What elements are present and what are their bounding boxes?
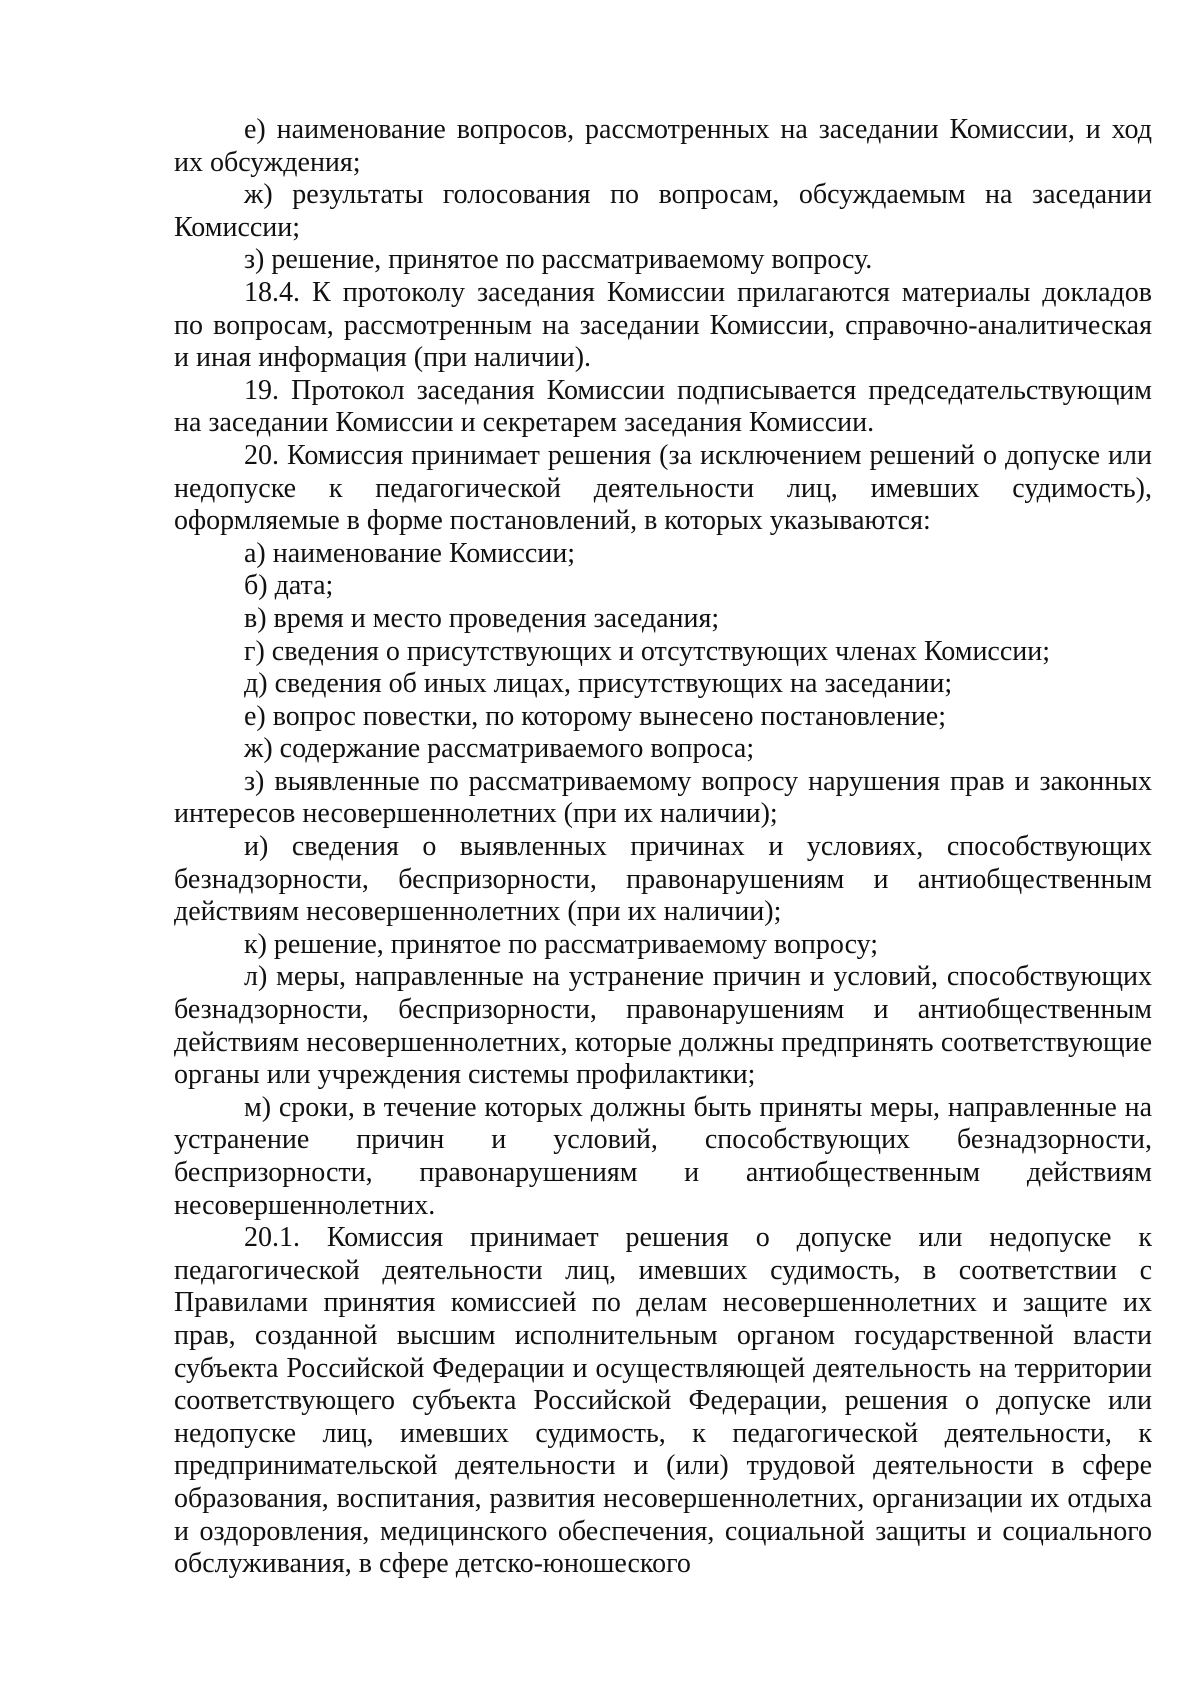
- paragraph-item-m: м) сроки, в течение которых должны быть приняты меры, направленные на устранение причин и условий, способствующих безнадзорности, беспризорности, правонарушениям и антиобщественным действиям несовершеннолетних.: [174, 1091, 1152, 1221]
- paragraph-item-b: б) дата;: [244, 570, 334, 602]
- paragraph-19: 19. Протокол заседания Комиссии подписывается председательствующим на заседании Комиссии и секретарем заседания Комиссии.: [174, 374, 1152, 439]
- paragraph-item-e-questions: е) наименование вопросов, рассмотренных на заседании Комиссии, и ход их обсуждения;: [174, 114, 1152, 178]
- paragraph-item-z: з) выявленные по рассматриваемому вопросу нарушения прав и законных интересов несовершеннолетних (при их наличии);: [174, 765, 1152, 830]
- document-body: [174, 114, 1152, 1581]
- paragraph-item-d: д) сведения об иных лицах, присутствующих на заседании;: [244, 668, 953, 700]
- paragraph-18-4: 18.4. К протоколу заседания Комиссии прилагаются материалы докладов по вопросам, рассмотренным на заседании Комиссии, справочно-аналитическая и иная информация (при наличии).: [174, 276, 1152, 374]
- paragraph-item-e: е) вопрос повестки, по которому вынесено постановление;: [244, 700, 947, 732]
- paragraph-item-zh: ж) содержание рассматриваемого вопроса;: [244, 733, 755, 765]
- paragraph-item-i: и) сведения о выявленных причинах и условиях, способствующих безнадзорности, беспризорности, правонарушениям и антиобщественным действиям несовершеннолетних (при их наличии);: [174, 831, 1152, 928]
- paragraph-item-k: к) решение, принятое по рассматриваемому вопросу;: [244, 928, 879, 960]
- paragraph-item-l: л) меры, направленные на устранение причин и условий, способствующих безнадзорности, беспризорности, правонарушениям и антиобщественным действиям несовершеннолетних, которые должны предпринять соответствующие органы или учреждения системы профилактики;: [174, 961, 1152, 1091]
- paragraph-20: 20. Комиссия принимает решения (за исключением решений о допуске или недопуске к педагогической деятельности лиц, имевших судимость), оформляемые в форме постановлений, в которых указываются:: [174, 439, 1152, 537]
- paragraph-20-1: 20.1. Комиссия принимает решения о допуске или недопуске к педагогической деятельности лиц, имевших судимость, в соответствии с Правилами принятия комиссией по делам несовершеннолетних и защите их прав, созданной высшим исполнительным органом государственной власти субъекта Российской Федерации и осуществляющей деятельность на территории соответствующего субъекта Российской Федерации, решения о допуске или недопуске лиц, имевших судимость, к педагогической деятельности, к предпринимательской деятельности и (или) трудовой деятельности в сфере образования, воспитания, развития несовершеннолетних, организации их отдыха и оздоровления, медицинского обеспечения, социальной защиты и социального обслуживания, в сфере детско-юношеского: [174, 1222, 1152, 1580]
- paragraph-item-zh-voting: ж) результаты голосования по вопросам, обсуждаемым на заседании Комиссии;: [174, 179, 1152, 243]
- paragraph-item-g: г) сведения о присутствующих и отсутствующих членах Комиссии;: [244, 635, 1051, 667]
- paragraph-item-a: а) наименование Комиссии;: [244, 537, 576, 569]
- paragraph-item-z-decision: з) решение, принятое по рассматриваемому вопросу.: [244, 244, 873, 276]
- paragraph-item-v: в) время и место проведения заседания;: [244, 602, 720, 634]
